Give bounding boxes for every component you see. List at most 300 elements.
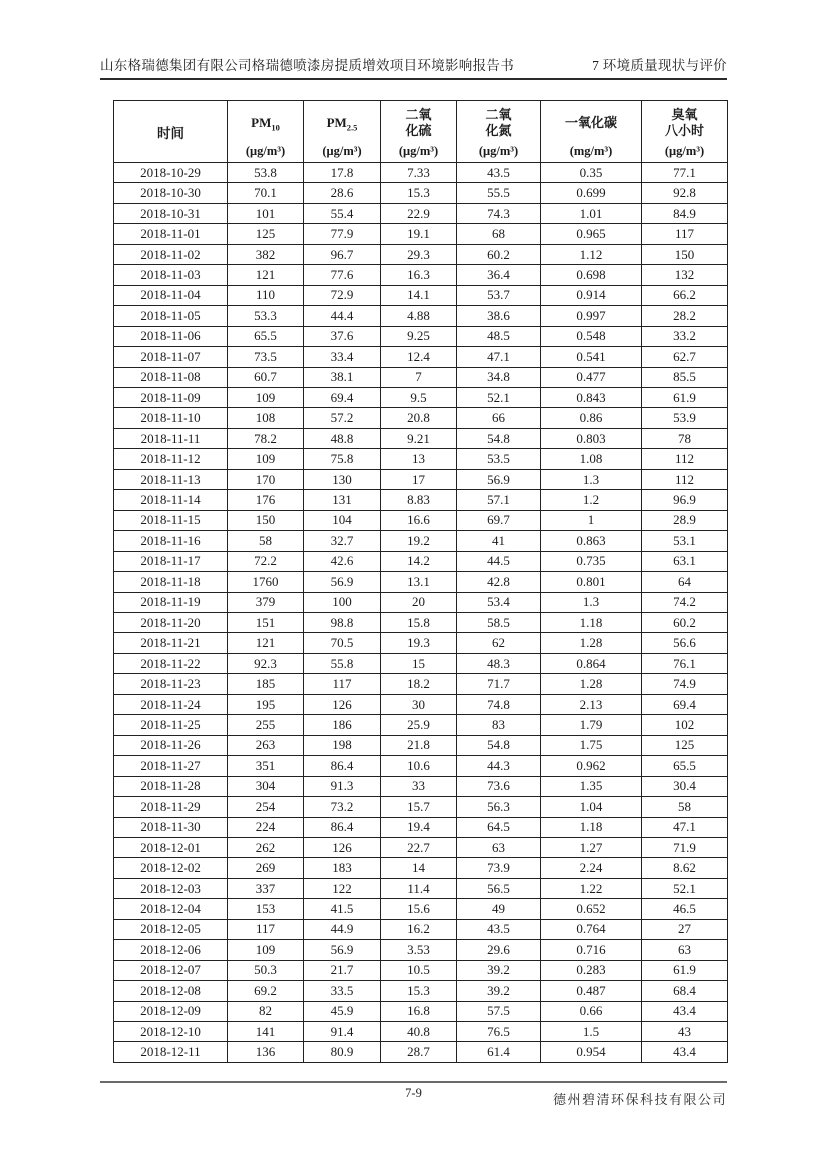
value-cell: 29.3 — [381, 244, 457, 264]
table-body — [114, 163, 728, 1063]
value-cell: 131 — [304, 490, 381, 510]
value-cell: 117 — [228, 919, 304, 939]
value-cell: 9.25 — [381, 326, 457, 346]
date-cell: 2018-11-22 — [114, 653, 228, 673]
value-cell: 38.1 — [304, 367, 381, 387]
date-cell: 2018-11-25 — [114, 715, 228, 735]
value-cell: 337 — [228, 878, 304, 898]
value-cell: 10.6 — [381, 756, 457, 776]
value-cell: 58.5 — [457, 612, 541, 632]
value-cell: 8.83 — [381, 490, 457, 510]
column-label-so2: 二氧 化硫 — [405, 106, 432, 138]
value-cell: 14 — [381, 858, 457, 878]
value-cell: 57.2 — [304, 408, 381, 428]
value-cell: 195 — [228, 694, 304, 714]
column-label-time: 时间 — [157, 125, 184, 141]
value-cell: 96.9 — [642, 490, 728, 510]
table-row — [114, 224, 728, 244]
value-cell: 66 — [457, 408, 541, 428]
value-cell: 14.1 — [381, 285, 457, 305]
value-cell: 28.7 — [381, 1042, 457, 1063]
value-cell: 73.2 — [304, 797, 381, 817]
value-cell: 108 — [228, 408, 304, 428]
value-cell: 1.08 — [541, 449, 642, 469]
value-cell: 91.3 — [304, 776, 381, 796]
table-row — [114, 899, 728, 919]
value-cell: 71.7 — [457, 674, 541, 694]
value-cell: 1.35 — [541, 776, 642, 796]
value-cell: 130 — [304, 469, 381, 489]
column-header-time — [114, 101, 228, 163]
table-row — [114, 183, 728, 203]
header-rule — [100, 78, 727, 80]
value-cell: 151 — [228, 612, 304, 632]
table-row — [114, 1001, 728, 1021]
table-row — [114, 469, 728, 489]
value-cell: 1.79 — [541, 715, 642, 735]
value-cell: 63 — [457, 837, 541, 857]
value-cell: 262 — [228, 837, 304, 857]
value-cell: 77.6 — [304, 265, 381, 285]
value-cell: 61.4 — [457, 1042, 541, 1063]
value-cell: 14.2 — [381, 551, 457, 571]
table-row — [114, 919, 728, 939]
value-cell: 9.21 — [381, 428, 457, 448]
value-cell: 53.8 — [228, 163, 304, 183]
value-cell: 44.3 — [457, 756, 541, 776]
value-cell: 56.9 — [304, 572, 381, 592]
column-unit-o3: (μg/m³) — [664, 143, 705, 158]
date-cell: 2018-11-01 — [114, 224, 228, 244]
value-cell: 1.12 — [541, 244, 642, 264]
table-row — [114, 776, 728, 796]
date-cell: 2018-12-02 — [114, 858, 228, 878]
value-cell: 57.5 — [457, 1001, 541, 1021]
value-cell: 0.66 — [541, 1001, 642, 1021]
value-cell: 76.5 — [457, 1022, 541, 1042]
table-row — [114, 612, 728, 632]
value-cell: 53.3 — [228, 306, 304, 326]
value-cell: 183 — [304, 858, 381, 878]
value-cell: 42.6 — [304, 551, 381, 571]
value-cell: 44.4 — [304, 306, 381, 326]
value-cell: 48.5 — [457, 326, 541, 346]
header-right-title: 7 环境质量现状与评价 — [592, 58, 727, 73]
value-cell: 17 — [381, 469, 457, 489]
value-cell: 20 — [381, 592, 457, 612]
value-cell: 132 — [642, 265, 728, 285]
value-cell: 57.1 — [457, 490, 541, 510]
value-cell: 56.9 — [457, 469, 541, 489]
date-cell: 2018-11-10 — [114, 408, 228, 428]
value-cell: 33.2 — [642, 326, 728, 346]
table-row — [114, 203, 728, 223]
value-cell: 0.997 — [541, 306, 642, 326]
date-cell: 2018-11-30 — [114, 817, 228, 837]
value-cell: 0.843 — [541, 387, 642, 407]
value-cell: 0.698 — [541, 265, 642, 285]
value-cell: 70.5 — [304, 633, 381, 653]
value-cell: 48.3 — [457, 653, 541, 673]
value-cell: 0.699 — [541, 183, 642, 203]
value-cell: 351 — [228, 756, 304, 776]
date-cell: 2018-11-24 — [114, 694, 228, 714]
value-cell: 109 — [228, 387, 304, 407]
table-row — [114, 858, 728, 878]
value-cell: 29.6 — [457, 940, 541, 960]
table-row — [114, 490, 728, 510]
date-cell: 2018-12-06 — [114, 940, 228, 960]
value-cell: 126 — [304, 837, 381, 857]
value-cell: 0.914 — [541, 285, 642, 305]
value-cell: 45.9 — [304, 1001, 381, 1021]
value-cell: 0.965 — [541, 224, 642, 244]
date-cell: 2018-11-15 — [114, 510, 228, 530]
value-cell: 42.8 — [457, 572, 541, 592]
column-header-co — [541, 101, 642, 163]
column-header-pm25 — [304, 101, 381, 163]
value-cell: 96.7 — [304, 244, 381, 264]
air-quality-table — [113, 100, 728, 1063]
table-row — [114, 1022, 728, 1042]
value-cell: 17.8 — [304, 163, 381, 183]
value-cell: 53.7 — [457, 285, 541, 305]
value-cell: 1.28 — [541, 633, 642, 653]
value-cell: 7.33 — [381, 163, 457, 183]
table-row — [114, 347, 728, 367]
table-row — [114, 531, 728, 551]
value-cell: 4.88 — [381, 306, 457, 326]
value-cell: 60.2 — [642, 612, 728, 632]
value-cell: 28.6 — [304, 183, 381, 203]
value-cell: 64 — [642, 572, 728, 592]
value-cell: 34.8 — [457, 367, 541, 387]
value-cell: 55.5 — [457, 183, 541, 203]
value-cell: 74.2 — [642, 592, 728, 612]
value-cell: 112 — [642, 469, 728, 489]
date-cell: 2018-10-29 — [114, 163, 228, 183]
value-cell: 382 — [228, 244, 304, 264]
value-cell: 41 — [457, 531, 541, 551]
value-cell: 47.1 — [642, 817, 728, 837]
value-cell: 52.1 — [457, 387, 541, 407]
value-cell: 22.9 — [381, 203, 457, 223]
header-left-title: 山东格瑞德集团有限公司格瑞德喷漆房提质增效项目环境影响报告书 — [100, 58, 514, 73]
value-cell: 102 — [642, 715, 728, 735]
value-cell: 1.27 — [541, 837, 642, 857]
table-row — [114, 265, 728, 285]
date-cell: 2018-10-31 — [114, 203, 228, 223]
value-cell: 74.9 — [642, 674, 728, 694]
value-cell: 64.5 — [457, 817, 541, 837]
value-cell: 91.4 — [304, 1022, 381, 1042]
value-cell: 56.3 — [457, 797, 541, 817]
table-row — [114, 163, 728, 183]
table-row — [114, 449, 728, 469]
table-row — [114, 633, 728, 653]
value-cell: 1.2 — [541, 490, 642, 510]
date-cell: 2018-10-30 — [114, 183, 228, 203]
value-cell: 30 — [381, 694, 457, 714]
value-cell: 117 — [642, 224, 728, 244]
table-row — [114, 715, 728, 735]
value-cell: 3.53 — [381, 940, 457, 960]
value-cell: 98.8 — [304, 612, 381, 632]
footer-company: 德州碧清环保科技有限公司 — [552, 1092, 727, 1107]
value-cell: 62 — [457, 633, 541, 653]
value-cell: 13.1 — [381, 572, 457, 592]
value-cell: 69.2 — [228, 981, 304, 1001]
value-cell: 32.7 — [304, 531, 381, 551]
value-cell: 37.6 — [304, 326, 381, 346]
column-header-pm10 — [228, 101, 304, 163]
value-cell: 38.6 — [457, 306, 541, 326]
date-cell: 2018-12-04 — [114, 899, 228, 919]
value-cell: 198 — [304, 735, 381, 755]
value-cell: 15.3 — [381, 981, 457, 1001]
value-cell: 92.3 — [228, 653, 304, 673]
value-cell: 68.4 — [642, 981, 728, 1001]
value-cell: 1760 — [228, 572, 304, 592]
value-cell: 0.477 — [541, 367, 642, 387]
value-cell: 69.4 — [304, 387, 381, 407]
table-row — [114, 510, 728, 530]
value-cell: 15.6 — [381, 899, 457, 919]
date-cell: 2018-11-05 — [114, 306, 228, 326]
value-cell: 224 — [228, 817, 304, 837]
date-cell: 2018-11-08 — [114, 367, 228, 387]
date-cell: 2018-11-23 — [114, 674, 228, 694]
date-cell: 2018-11-27 — [114, 756, 228, 776]
table-row — [114, 837, 728, 857]
value-cell: 263 — [228, 735, 304, 755]
value-cell: 63 — [642, 940, 728, 960]
value-cell: 65.5 — [642, 756, 728, 776]
date-cell: 2018-11-07 — [114, 347, 228, 367]
table-row — [114, 326, 728, 346]
value-cell: 2.24 — [541, 858, 642, 878]
value-cell: 53.4 — [457, 592, 541, 612]
value-cell: 112 — [642, 449, 728, 469]
date-cell: 2018-11-28 — [114, 776, 228, 796]
value-cell: 0.801 — [541, 572, 642, 592]
value-cell: 53.9 — [642, 408, 728, 428]
table-row — [114, 981, 728, 1001]
value-cell: 33 — [381, 776, 457, 796]
value-cell: 43 — [642, 1022, 728, 1042]
value-cell: 48.8 — [304, 428, 381, 448]
value-cell: 86.4 — [304, 817, 381, 837]
value-cell: 101 — [228, 203, 304, 223]
value-cell: 122 — [304, 878, 381, 898]
value-cell: 109 — [228, 940, 304, 960]
value-cell: 83 — [457, 715, 541, 735]
table-row — [114, 797, 728, 817]
column-unit-co: (mg/m³) — [569, 143, 613, 158]
value-cell: 77.1 — [642, 163, 728, 183]
value-cell: 0.86 — [541, 408, 642, 428]
date-cell: 2018-11-09 — [114, 387, 228, 407]
value-cell: 121 — [228, 633, 304, 653]
value-cell: 110 — [228, 285, 304, 305]
value-cell: 73.5 — [228, 347, 304, 367]
value-cell: 78.2 — [228, 428, 304, 448]
date-cell: 2018-11-16 — [114, 531, 228, 551]
value-cell: 19.2 — [381, 531, 457, 551]
value-cell: 30.4 — [642, 776, 728, 796]
table-row — [114, 408, 728, 428]
value-cell: 8.62 — [642, 858, 728, 878]
value-cell: 43.4 — [642, 1042, 728, 1063]
date-cell: 2018-11-13 — [114, 469, 228, 489]
value-cell: 121 — [228, 265, 304, 285]
column-label-no2: 二氧 化氮 — [485, 106, 512, 138]
value-cell: 22.7 — [381, 837, 457, 857]
column-label-co: 一氧化碳 — [564, 114, 617, 130]
date-cell: 2018-12-09 — [114, 1001, 228, 1021]
value-cell: 136 — [228, 1042, 304, 1063]
date-cell: 2018-11-03 — [114, 265, 228, 285]
value-cell: 185 — [228, 674, 304, 694]
value-cell: 11.4 — [381, 878, 457, 898]
table-row — [114, 960, 728, 980]
footer-rule — [100, 1081, 727, 1083]
value-cell: 9.5 — [381, 387, 457, 407]
value-cell: 1.28 — [541, 674, 642, 694]
date-cell: 2018-12-05 — [114, 919, 228, 939]
date-cell: 2018-11-04 — [114, 285, 228, 305]
date-cell: 2018-11-14 — [114, 490, 228, 510]
value-cell: 109 — [228, 449, 304, 469]
value-cell: 0.487 — [541, 981, 642, 1001]
value-cell: 19.4 — [381, 817, 457, 837]
column-unit-pm10: (μg/m³) — [245, 143, 286, 158]
value-cell: 0.735 — [541, 551, 642, 571]
table-row — [114, 878, 728, 898]
value-cell: 47.1 — [457, 347, 541, 367]
value-cell: 53.1 — [642, 531, 728, 551]
value-cell: 69.7 — [457, 510, 541, 530]
running-header — [100, 54, 727, 74]
value-cell: 16.8 — [381, 1001, 457, 1021]
table-row — [114, 694, 728, 714]
date-cell: 2018-11-06 — [114, 326, 228, 346]
value-cell: 0.803 — [541, 428, 642, 448]
value-cell: 21.8 — [381, 735, 457, 755]
value-cell: 19.3 — [381, 633, 457, 653]
value-cell: 1.5 — [541, 1022, 642, 1042]
value-cell: 53.5 — [457, 449, 541, 469]
column-label-pm25: $PM_{2.5}$ — [326, 114, 358, 133]
value-cell: 126 — [304, 694, 381, 714]
column-header-so2 — [381, 101, 457, 163]
table-row — [114, 817, 728, 837]
table-row — [114, 428, 728, 448]
value-cell: 0.541 — [541, 347, 642, 367]
value-cell: 92.8 — [642, 183, 728, 203]
date-cell: 2018-12-07 — [114, 960, 228, 980]
date-cell: 2018-12-03 — [114, 878, 228, 898]
page-number: 7-9 — [405, 1086, 422, 1100]
date-cell: 2018-11-19 — [114, 592, 228, 612]
date-cell: 2018-12-11 — [114, 1042, 228, 1063]
value-cell: 100 — [304, 592, 381, 612]
table-header — [114, 101, 728, 163]
value-cell: 150 — [228, 510, 304, 530]
header-row — [114, 101, 728, 163]
value-cell: 153 — [228, 899, 304, 919]
date-cell: 2018-11-02 — [114, 244, 228, 264]
value-cell: 13 — [381, 449, 457, 469]
table-row — [114, 367, 728, 387]
value-cell: 0.283 — [541, 960, 642, 980]
value-cell: 10.5 — [381, 960, 457, 980]
value-cell: 39.2 — [457, 960, 541, 980]
value-cell: 77.9 — [304, 224, 381, 244]
value-cell: 28.9 — [642, 510, 728, 530]
value-cell: 16.6 — [381, 510, 457, 530]
value-cell: 28.2 — [642, 306, 728, 326]
value-cell: 76.1 — [642, 653, 728, 673]
value-cell: 1.04 — [541, 797, 642, 817]
value-cell: 1.18 — [541, 612, 642, 632]
date-cell: 2018-11-11 — [114, 428, 228, 448]
value-cell: 62.7 — [642, 347, 728, 367]
value-cell: 66.2 — [642, 285, 728, 305]
table-row — [114, 572, 728, 592]
value-cell: 0.716 — [541, 940, 642, 960]
value-cell: 1.22 — [541, 878, 642, 898]
value-cell: 150 — [642, 244, 728, 264]
date-cell: 2018-12-10 — [114, 1022, 228, 1042]
value-cell: 20.8 — [381, 408, 457, 428]
value-cell: 54.8 — [457, 735, 541, 755]
value-cell: 44.9 — [304, 919, 381, 939]
table-row — [114, 387, 728, 407]
table-row — [114, 592, 728, 612]
value-cell: 36.4 — [457, 265, 541, 285]
value-cell: 55.8 — [304, 653, 381, 673]
value-cell: 0.954 — [541, 1042, 642, 1063]
value-cell: 19.1 — [381, 224, 457, 244]
table-row — [114, 940, 728, 960]
value-cell: 0.864 — [541, 653, 642, 673]
date-cell: 2018-12-08 — [114, 981, 228, 1001]
column-unit-pm25: (μg/m³) — [322, 143, 362, 158]
value-cell: 15.8 — [381, 612, 457, 632]
value-cell: 1.75 — [541, 735, 642, 755]
value-cell: 25.9 — [381, 715, 457, 735]
value-cell: 1.3 — [541, 469, 642, 489]
date-cell: 2018-12-01 — [114, 837, 228, 857]
value-cell: 255 — [228, 715, 304, 735]
value-cell: 18.2 — [381, 674, 457, 694]
value-cell: 84.9 — [642, 203, 728, 223]
value-cell: 1.01 — [541, 203, 642, 223]
value-cell: 0.863 — [541, 531, 642, 551]
value-cell: 74.8 — [457, 694, 541, 714]
date-cell: 2018-11-17 — [114, 551, 228, 571]
value-cell: 7 — [381, 367, 457, 387]
column-label-o3: 臭氧 八小时 — [664, 106, 704, 138]
value-cell: 52.1 — [642, 878, 728, 898]
value-cell: 72.9 — [304, 285, 381, 305]
value-cell: 2.13 — [541, 694, 642, 714]
value-cell: 56.9 — [304, 940, 381, 960]
value-cell: 12.4 — [381, 347, 457, 367]
value-cell: 49 — [457, 899, 541, 919]
value-cell: 55.4 — [304, 203, 381, 223]
